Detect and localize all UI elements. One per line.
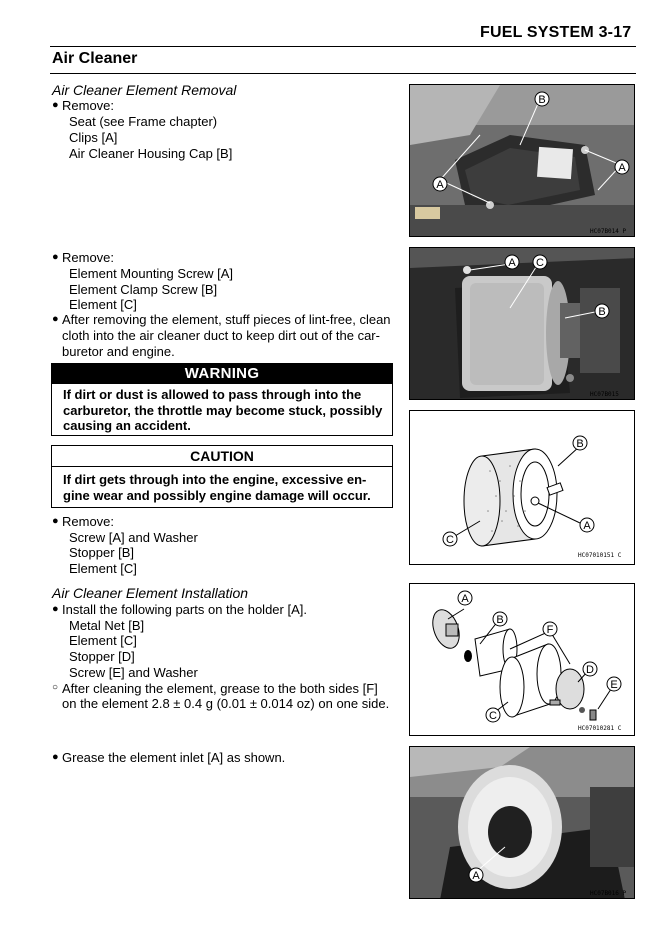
- callout-b: [493, 612, 507, 626]
- callout-a: [505, 255, 519, 269]
- list-item: Screw [E] and Washer: [69, 665, 198, 680]
- page-header-title: FUEL SYSTEM 3-17: [480, 24, 632, 41]
- list-item: Stopper [B]: [69, 545, 135, 560]
- callout-a: [580, 518, 594, 532]
- list-item: Clips [A]: [69, 130, 118, 145]
- figure-element-photo: [409, 247, 635, 400]
- figure-label: A: [508, 257, 516, 269]
- list-item: Stopper [D]: [69, 649, 135, 664]
- figure-housing-cap-photo: [409, 84, 635, 237]
- installation-heading: Air Cleaner Element Installation: [52, 585, 249, 601]
- figure-label: B: [576, 438, 584, 450]
- instruction-line: After removing the element, stuff pieces of lint-free, clean: [62, 312, 391, 327]
- callout-e: [607, 677, 621, 691]
- caution-box: [51, 445, 393, 508]
- figure-label: D: [586, 664, 594, 676]
- note-line: on the element 2.8 ± 0.4 g (0.01 ± 0.014 oz) on one side.: [62, 696, 390, 711]
- figure-label: F: [546, 624, 554, 636]
- figure-label: A: [436, 179, 444, 191]
- callout-c: [533, 255, 547, 269]
- section-title: Air Cleaner: [52, 50, 138, 67]
- warning-line: If dirt or dust is allowed to pass through into the: [63, 387, 362, 402]
- figure-label: B: [496, 614, 504, 626]
- callout-b: [573, 436, 587, 450]
- list-item: Element Clamp Screw [B]: [69, 282, 218, 297]
- remove-lead: Remove:: [62, 514, 115, 529]
- caution-title: CAUTION: [52, 446, 392, 467]
- caution-text: [52, 467, 392, 503]
- list-item: Element [C]: [69, 633, 137, 648]
- figure-code: HC07010151 C: [578, 552, 622, 559]
- list-item: Seat (see Frame chapter): [69, 114, 218, 129]
- figure-label: C: [489, 710, 497, 722]
- callout-a: [433, 177, 447, 191]
- warning-box: [51, 363, 393, 436]
- callout-c: [486, 708, 500, 722]
- list-item: Element Mounting Screw [A]: [69, 266, 234, 281]
- figure-code: HC07B015: [590, 391, 619, 398]
- figure-element-drawing: [409, 410, 635, 565]
- removal-heading: Air Cleaner Element Removal: [52, 82, 237, 98]
- callout-a: [615, 160, 629, 174]
- figure-label: B: [538, 94, 546, 106]
- bullet-icon: ●: [52, 603, 59, 615]
- list-item: Air Cleaner Housing Cap [B]: [69, 146, 233, 161]
- instruction-line: buretor and engine.: [62, 344, 175, 359]
- list-item: Element [C]: [69, 297, 137, 312]
- bullet-icon: ●: [52, 751, 59, 763]
- figure-label: C: [446, 534, 454, 546]
- callout-b: [595, 304, 609, 318]
- figure-label: A: [461, 593, 469, 605]
- list-item: Element [C]: [69, 561, 137, 576]
- bullet-icon: ●: [52, 313, 59, 325]
- figure-code: HC07010281 C: [578, 725, 622, 732]
- remove-lead: Remove:: [62, 98, 115, 113]
- instruction-line: Grease the element inlet [A] as shown.: [62, 750, 286, 765]
- callout-b: [535, 92, 549, 106]
- figure-label: B: [598, 306, 606, 318]
- warning-text: [52, 384, 392, 434]
- caution-line: gine wear and possibly engine damage will occur.: [63, 487, 371, 503]
- callout-f: [543, 622, 557, 636]
- callout-a: [469, 868, 483, 882]
- remove-lead: Remove:: [62, 250, 115, 265]
- caution-line: If dirt gets through into the engine, excessive en-: [63, 472, 367, 487]
- figure-code: HC07B016 P: [590, 890, 627, 897]
- bullet-icon: ●: [52, 251, 59, 263]
- callout-c: [443, 532, 457, 546]
- bullet-icon: ●: [52, 515, 59, 527]
- warning-title: WARNING: [52, 364, 392, 384]
- callout-d: [583, 662, 597, 676]
- warning-line: causing an accident.: [63, 418, 191, 434]
- open-bullet-icon: ○: [52, 682, 59, 693]
- figure-code: HC07B014 P: [590, 228, 627, 235]
- instruction-line: cloth into the air cleaner duct to keep dirt out of the car-: [62, 328, 380, 343]
- section-rule: [50, 73, 636, 74]
- figure-label: C: [536, 257, 544, 269]
- figure-label: A: [618, 162, 626, 174]
- figure-label: E: [610, 679, 618, 691]
- figure-label: A: [472, 870, 480, 882]
- note-line: After cleaning the element, grease to the both sides [F]: [62, 681, 378, 696]
- figure-grease-inlet-photo: [409, 746, 635, 899]
- warning-line: carburetor, the throttle may become stuck, possibly: [63, 402, 383, 418]
- callout-a: [458, 591, 472, 605]
- figure-label: A: [583, 520, 591, 532]
- header-rule: [50, 46, 636, 47]
- install-lead: Install the following parts on the holder [A].: [62, 602, 307, 617]
- bullet-icon: ●: [52, 99, 59, 111]
- list-item: Screw [A] and Washer: [69, 530, 198, 545]
- list-item: Metal Net [B]: [69, 618, 145, 633]
- figure-assembly-drawing: [409, 583, 635, 736]
